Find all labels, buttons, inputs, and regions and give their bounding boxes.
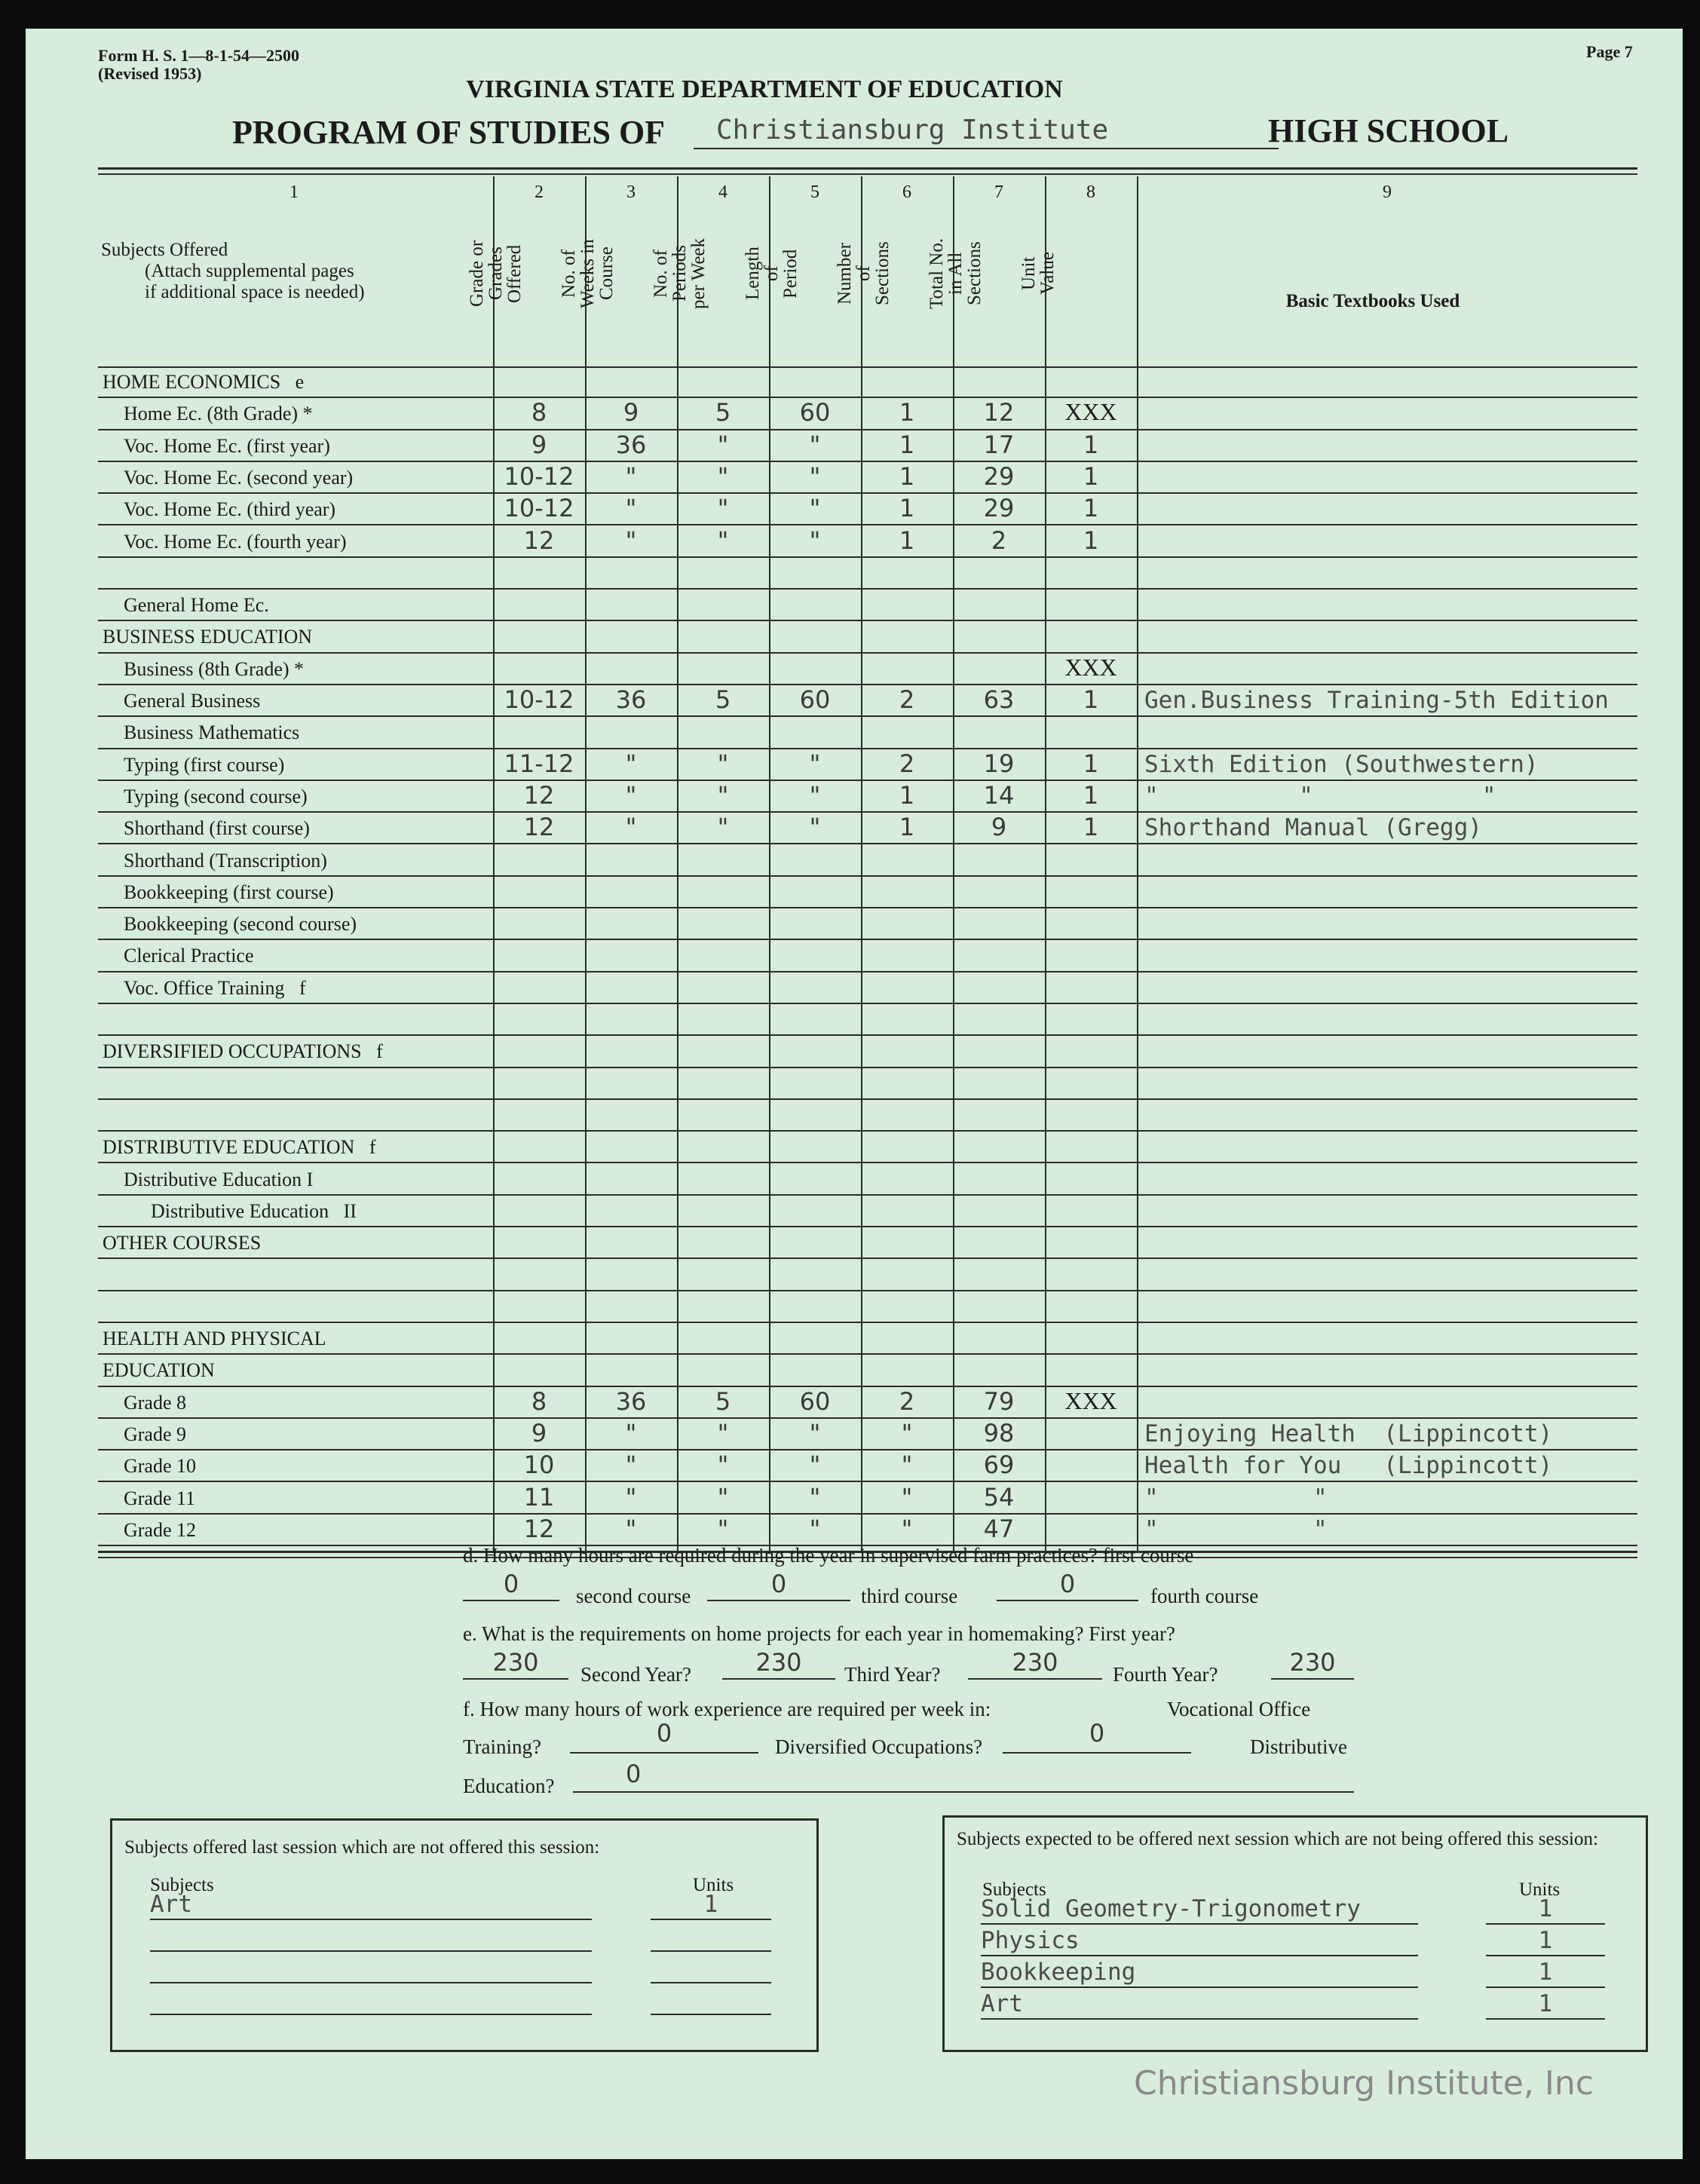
box-subject-field[interactable] (150, 1986, 592, 2015)
cell-value[interactable]: 12 (523, 813, 555, 842)
row-label: Distributive Education II (151, 1199, 357, 1222)
table-row (98, 1515, 1637, 1546)
cell-value[interactable]: 10-12 (504, 685, 574, 714)
d-third-label: third course (861, 1585, 958, 1607)
table-row (98, 462, 1637, 494)
cell-value[interactable]: XXX (1064, 653, 1117, 681)
cell-value[interactable]: 9 (991, 813, 1007, 842)
f-dist-label: Distributive (1250, 1735, 1347, 1758)
cell-value[interactable]: " (717, 461, 729, 491)
cell-value[interactable]: 8 (531, 1386, 547, 1416)
question-f: f. How many hours of work experience are required per week in: (463, 1698, 991, 1720)
cell-value[interactable]: " (717, 1418, 729, 1447)
cell-value[interactable]: " (901, 1418, 913, 1447)
cell-value[interactable]: 2 (991, 525, 1007, 555)
f-div-field[interactable]: 0 (1003, 1719, 1191, 1754)
table-row (98, 1419, 1637, 1450)
box-units-field[interactable] (651, 1923, 771, 1952)
table-row (98, 1164, 1637, 1196)
row-label: Grade 11 (124, 1487, 196, 1509)
watermark: Christiansburg Institute, Inc (1134, 2064, 1594, 2103)
column-number: 5 (810, 182, 819, 202)
f-training-field[interactable]: 0 (570, 1719, 758, 1754)
column-number: 7 (994, 182, 1003, 202)
cell-value[interactable]: 10 (523, 1450, 555, 1480)
cell-value[interactable]: 29 (983, 461, 1015, 491)
table-row (98, 717, 1637, 749)
subjects-header-title: Subjects Offered (101, 240, 228, 260)
row-label: Voc. Home Ec. (fourth year) (124, 530, 347, 553)
table-row (98, 494, 1637, 525)
table-row (98, 1323, 1637, 1355)
question-d-answers (463, 1570, 1363, 1610)
box-subject-field[interactable]: Art (981, 1991, 1418, 2020)
cell-value[interactable]: 1 (899, 461, 915, 491)
page-number: Page 7 (1586, 42, 1633, 61)
box-units-field[interactable]: 1 (1486, 1959, 1605, 1988)
row-label: Grade 9 (124, 1423, 187, 1445)
box-subject-field[interactable]: Art (150, 1891, 592, 1920)
row-label: DISTRIBUTIVE EDUCATION f (103, 1136, 376, 1159)
box-units-field[interactable] (651, 1955, 771, 1983)
table-row (98, 940, 1637, 972)
column-number: 9 (1383, 182, 1392, 202)
box-units-field[interactable]: 1 (1486, 1991, 1605, 2020)
table-row (98, 366, 1637, 398)
table-row (98, 1483, 1637, 1515)
cell-value[interactable]: 60 (799, 398, 831, 427)
row-label: HEALTH AND PHYSICAL (103, 1328, 326, 1349)
cell-value[interactable]: " (717, 430, 729, 459)
table-row (98, 654, 1637, 685)
row-label: Home Ec. (8th Grade) * (124, 403, 313, 425)
row-label: Voc. Home Ec. (first year) (124, 434, 330, 457)
cell-value[interactable]: Health for You (Lippincott) (1144, 1452, 1553, 1480)
col-textbooks-header: Basic Textbooks Used (1285, 291, 1460, 311)
next-units-label: Units (1519, 1879, 1561, 1900)
cell-value[interactable]: " (625, 1514, 637, 1543)
row-label: BUSINESS EDUCATION (103, 626, 313, 648)
cell-value[interactable]: " " (1144, 1484, 1328, 1512)
cell-value[interactable]: " (625, 1418, 637, 1447)
last-session-box (110, 1818, 819, 2052)
cell-value[interactable]: 12 (523, 1514, 555, 1543)
table-row (98, 1068, 1637, 1100)
e-fourth-year-field[interactable]: 230 (1271, 1648, 1354, 1680)
col-total-header: Total No. in All Sections (927, 237, 985, 310)
cell-value[interactable]: 1 (1083, 813, 1099, 842)
cell-value[interactable]: 54 (983, 1482, 1015, 1512)
table-row (98, 590, 1637, 621)
d-third-course-field[interactable]: 0 (997, 1570, 1138, 1601)
box-units-field[interactable] (651, 1986, 771, 2015)
cell-value[interactable]: " " (1144, 1515, 1328, 1543)
cell-value[interactable]: " (809, 813, 821, 842)
col-unit-header: Unit Value (1018, 252, 1058, 296)
column-number: 4 (718, 182, 727, 202)
cell-value[interactable]: " (717, 1514, 729, 1543)
box-subject-field[interactable] (150, 1923, 592, 1952)
cell-value[interactable]: 29 (983, 494, 1015, 523)
f-div-label: Diversified Occupations? (775, 1735, 983, 1758)
f-edu-label: Education? (463, 1775, 555, 1797)
program-table (98, 167, 1637, 1543)
cell-value[interactable]: Sixth Edition (Southwestern) (1144, 750, 1539, 778)
cell-value[interactable]: " (901, 1482, 913, 1512)
table-row (98, 749, 1637, 781)
row-label: OTHER COURSES (103, 1232, 262, 1254)
table-row (98, 1227, 1637, 1259)
cell-value[interactable]: 1 (899, 525, 915, 555)
cell-value[interactable]: " (625, 749, 637, 778)
f-vot-label: Vocational Office (1167, 1698, 1311, 1720)
question-d: d. How many hours are required during the year in supervised farm practices? first course (463, 1544, 1194, 1567)
cell-value[interactable]: " (809, 1482, 821, 1512)
cell-value[interactable]: " (625, 494, 637, 523)
cell-value[interactable]: " (625, 813, 637, 842)
cell-value[interactable]: 1 (899, 398, 915, 427)
program-label: PROGRAM OF STUDIES OF (232, 114, 666, 151)
cell-value[interactable]: " (901, 1450, 913, 1480)
cell-value[interactable]: 10-12 (504, 461, 574, 491)
cell-value[interactable]: 12 (523, 525, 555, 555)
e-third-label: Third Year? (844, 1663, 941, 1686)
box-subject-field[interactable]: Physics (981, 1928, 1418, 1956)
last-units-label: Units (693, 1875, 734, 1895)
row-label: Shorthand (Transcription) (124, 849, 327, 871)
revised-note: (Revised 1953) (98, 64, 202, 83)
table-row (98, 558, 1637, 590)
cell-value[interactable]: " (809, 780, 821, 810)
top-rule (98, 167, 1637, 170)
table-row (98, 621, 1637, 653)
last-subjects-label: Subjects (150, 1875, 214, 1895)
cell-value[interactable]: 69 (983, 1450, 1015, 1480)
cell-value[interactable]: 60 (799, 685, 831, 714)
cell-value[interactable]: " (717, 780, 729, 810)
cell-value[interactable]: " (625, 1482, 637, 1512)
cell-value[interactable]: " (625, 461, 637, 491)
cell-value[interactable]: 8 (531, 398, 547, 427)
cell-value[interactable]: " (809, 1418, 821, 1447)
table-row (98, 973, 1637, 1004)
next-subjects-label: Subjects (982, 1879, 1046, 1900)
row-label: Voc. Office Training f (124, 976, 306, 999)
cell-value[interactable]: 1 (1083, 780, 1099, 810)
e-fourth-label: Fourth Year? (1113, 1663, 1218, 1686)
box-units-field[interactable]: 1 (1486, 1896, 1605, 1925)
col-periods-header: No. of Periods per Week (651, 238, 709, 310)
cell-value[interactable]: 11 (523, 1482, 555, 1512)
cell-value[interactable]: " (625, 1450, 637, 1480)
cell-value[interactable]: " (717, 1450, 729, 1480)
col-sections-header: Number of Sections (835, 241, 893, 306)
table-row (98, 1291, 1637, 1323)
column-number: 3 (626, 182, 636, 202)
cell-value[interactable]: 1 (1083, 749, 1099, 778)
cell-value[interactable]: 1 (899, 780, 915, 810)
table-row (98, 813, 1637, 844)
box-subject-field[interactable]: Bookkeeping (981, 1959, 1418, 1988)
cell-value[interactable]: XXX (1064, 398, 1117, 426)
row-label: Bookkeeping (first course) (124, 881, 334, 903)
cell-value[interactable]: 36 (615, 430, 647, 459)
cell-value[interactable]: " (809, 1450, 821, 1480)
cell-value[interactable]: 5 (715, 1386, 731, 1416)
cell-value[interactable]: " (717, 525, 729, 555)
box-subject-field[interactable] (150, 1955, 592, 1983)
row-label: Bookkeeping (second course) (124, 913, 357, 936)
cell-value[interactable]: 9 (623, 398, 639, 427)
row-label: HOME ECONOMICS e (103, 371, 305, 393)
e-second-label: Second Year? (580, 1663, 691, 1686)
table-row (98, 1196, 1637, 1227)
cell-value[interactable]: 1 (1083, 430, 1099, 459)
row-label: Grade 12 (124, 1518, 197, 1541)
form-id (98, 47, 299, 83)
cell-value[interactable]: " (809, 494, 821, 523)
cell-value[interactable]: " (717, 1482, 729, 1512)
cell-value[interactable]: 1 (1083, 685, 1099, 714)
form-number: Form H. S. 1—8-1-54—2500 (98, 46, 300, 65)
row-label: General Home Ec. (124, 594, 269, 617)
column-number: 1 (289, 182, 299, 202)
cell-value[interactable]: 9 (531, 430, 547, 459)
table-row (98, 1004, 1637, 1036)
d-second-course-field[interactable]: 0 (707, 1570, 850, 1601)
cell-value[interactable]: 98 (983, 1418, 1015, 1447)
table-row (98, 1259, 1637, 1291)
box-units-field[interactable]: 1 (1486, 1928, 1605, 1956)
form-page (26, 29, 1683, 2159)
row-label: EDUCATION (103, 1359, 215, 1382)
cell-value[interactable]: 2 (899, 1386, 915, 1416)
cell-value[interactable]: 5 (715, 685, 731, 714)
e-second-year-field[interactable]: 230 (722, 1648, 835, 1680)
d-second-label: second course (576, 1585, 691, 1607)
cell-value[interactable]: " " " (1144, 782, 1496, 810)
row-label: Grade 10 (124, 1455, 197, 1478)
row-label: General Business (124, 690, 261, 712)
cell-value[interactable]: " (809, 461, 821, 491)
cell-value[interactable]: 36 (615, 685, 647, 714)
table-row (98, 877, 1637, 908)
subjects-header (101, 240, 448, 303)
f-training-label: Training? (463, 1735, 542, 1758)
question-e: e. What is the requirements on home projects for each year in homemaking? First year? (463, 1622, 1175, 1645)
col-grades-header: Grade or Grades Offered (467, 240, 525, 308)
table-row (98, 685, 1637, 717)
cell-value[interactable]: 1 (899, 430, 915, 459)
cell-value[interactable]: 12 (983, 398, 1015, 427)
table-row (98, 781, 1637, 813)
cell-value[interactable]: 47 (983, 1514, 1015, 1543)
table-row (98, 526, 1637, 558)
school-name: Christiansburg Institute (716, 115, 1109, 145)
table-row (98, 398, 1637, 430)
e-third-year-field[interactable]: 230 (968, 1648, 1102, 1680)
row-label: Grade 8 (124, 1391, 187, 1414)
school-name-field[interactable] (694, 115, 1279, 149)
high-school-label: HIGH SCHOOL (1268, 112, 1509, 149)
row-label: Voc. Home Ec. (third year) (124, 498, 336, 521)
table-row (98, 845, 1637, 877)
column-number: 2 (535, 182, 544, 202)
department-title: VIRGINIA STATE DEPARTMENT OF EDUCATION (466, 75, 1063, 103)
table-row (98, 1355, 1637, 1386)
cell-value[interactable]: 9 (531, 1418, 547, 1447)
cell-value[interactable]: " (809, 749, 821, 778)
next-session-title: Subjects expected to be offered next session which are not being offered this session: (957, 1829, 1598, 1849)
cell-value[interactable]: 10-12 (504, 494, 574, 523)
table-row (98, 908, 1637, 940)
e-first-year-field[interactable]: 230 (463, 1648, 568, 1680)
cell-value[interactable]: " (809, 525, 821, 555)
row-label: Voc. Home Ec. (second year) (124, 466, 354, 489)
last-session-title: Subjects offered last session which are not offered this session: (124, 1837, 600, 1858)
top-rule-2 (98, 173, 1637, 175)
cell-value[interactable]: 5 (715, 398, 731, 427)
table-row (98, 1387, 1637, 1419)
table-row (98, 1132, 1637, 1163)
table-row (98, 430, 1637, 462)
cell-value[interactable]: " (809, 430, 821, 459)
cell-value[interactable]: " (901, 1514, 913, 1543)
table-row (98, 1450, 1637, 1482)
cell-value[interactable]: 63 (983, 685, 1015, 714)
cell-value[interactable]: Shorthand Manual (Gregg) (1144, 814, 1482, 842)
d-first-course-field[interactable]: 0 (463, 1570, 559, 1601)
row-label: Business (8th Grade) * (124, 657, 305, 680)
col-weeks-header: No. of Weeks in Course (559, 239, 617, 308)
cell-value[interactable]: 17 (983, 430, 1015, 459)
column-number: 6 (902, 182, 911, 202)
cell-value[interactable]: Enjoying Health (Lippincott) (1144, 1420, 1553, 1447)
table-row (98, 1036, 1637, 1067)
cell-value[interactable]: " (625, 525, 637, 555)
column-number: 8 (1086, 182, 1095, 202)
cell-value[interactable]: " (625, 780, 637, 810)
row-label: Shorthand (first course) (124, 817, 310, 840)
row-label: Clerical Practice (124, 945, 254, 967)
cell-value[interactable]: 60 (799, 1386, 831, 1416)
col-length-header: Length of Period (743, 247, 801, 301)
row-label: Business Mathematics (124, 721, 300, 744)
row-label: Distributive Education I (124, 1168, 314, 1190)
box-units-field[interactable]: 1 (651, 1891, 771, 1920)
question-f-education (463, 1760, 1363, 1805)
cell-value[interactable]: 12 (523, 780, 555, 810)
box-subject-field[interactable]: Solid Geometry-Trigonometry (981, 1896, 1418, 1925)
next-session-box (942, 1815, 1648, 2052)
cell-value[interactable]: Gen.Business Training-5th Edition (1144, 687, 1609, 714)
cell-value[interactable]: 1 (1083, 525, 1099, 555)
cell-value[interactable]: 19 (983, 749, 1015, 778)
cell-value[interactable]: 2 (899, 749, 915, 778)
cell-value[interactable]: 36 (615, 1386, 647, 1416)
cell-value[interactable]: 1 (1083, 494, 1099, 523)
row-label: DIVERSIFIED OCCUPATIONS f (103, 1040, 383, 1063)
cell-value[interactable]: XXX (1064, 1386, 1117, 1414)
cell-value[interactable]: 1 (899, 813, 915, 842)
cell-value[interactable]: " (717, 749, 729, 778)
cell-value[interactable]: 11-12 (504, 749, 574, 778)
cell-value[interactable]: 14 (983, 780, 1015, 810)
cell-value[interactable]: 1 (1083, 461, 1099, 491)
d-fourth-label: fourth course (1150, 1585, 1259, 1607)
cell-value[interactable]: 79 (983, 1386, 1015, 1416)
table-row (98, 1100, 1637, 1132)
cell-value[interactable]: 2 (899, 685, 915, 714)
cell-value[interactable]: " (717, 494, 729, 523)
cell-value[interactable]: 1 (899, 494, 915, 523)
f-edu-field[interactable]: 0 (573, 1760, 1354, 1793)
row-label: Typing (first course) (124, 753, 285, 776)
cell-value[interactable]: " (809, 1514, 821, 1543)
question-e-answers (463, 1648, 1363, 1687)
cell-value[interactable]: " (717, 813, 729, 842)
subjects-header-note: (Attach supplemental pages if additional space is needed) (145, 261, 365, 302)
row-label: Typing (second course) (124, 785, 308, 807)
